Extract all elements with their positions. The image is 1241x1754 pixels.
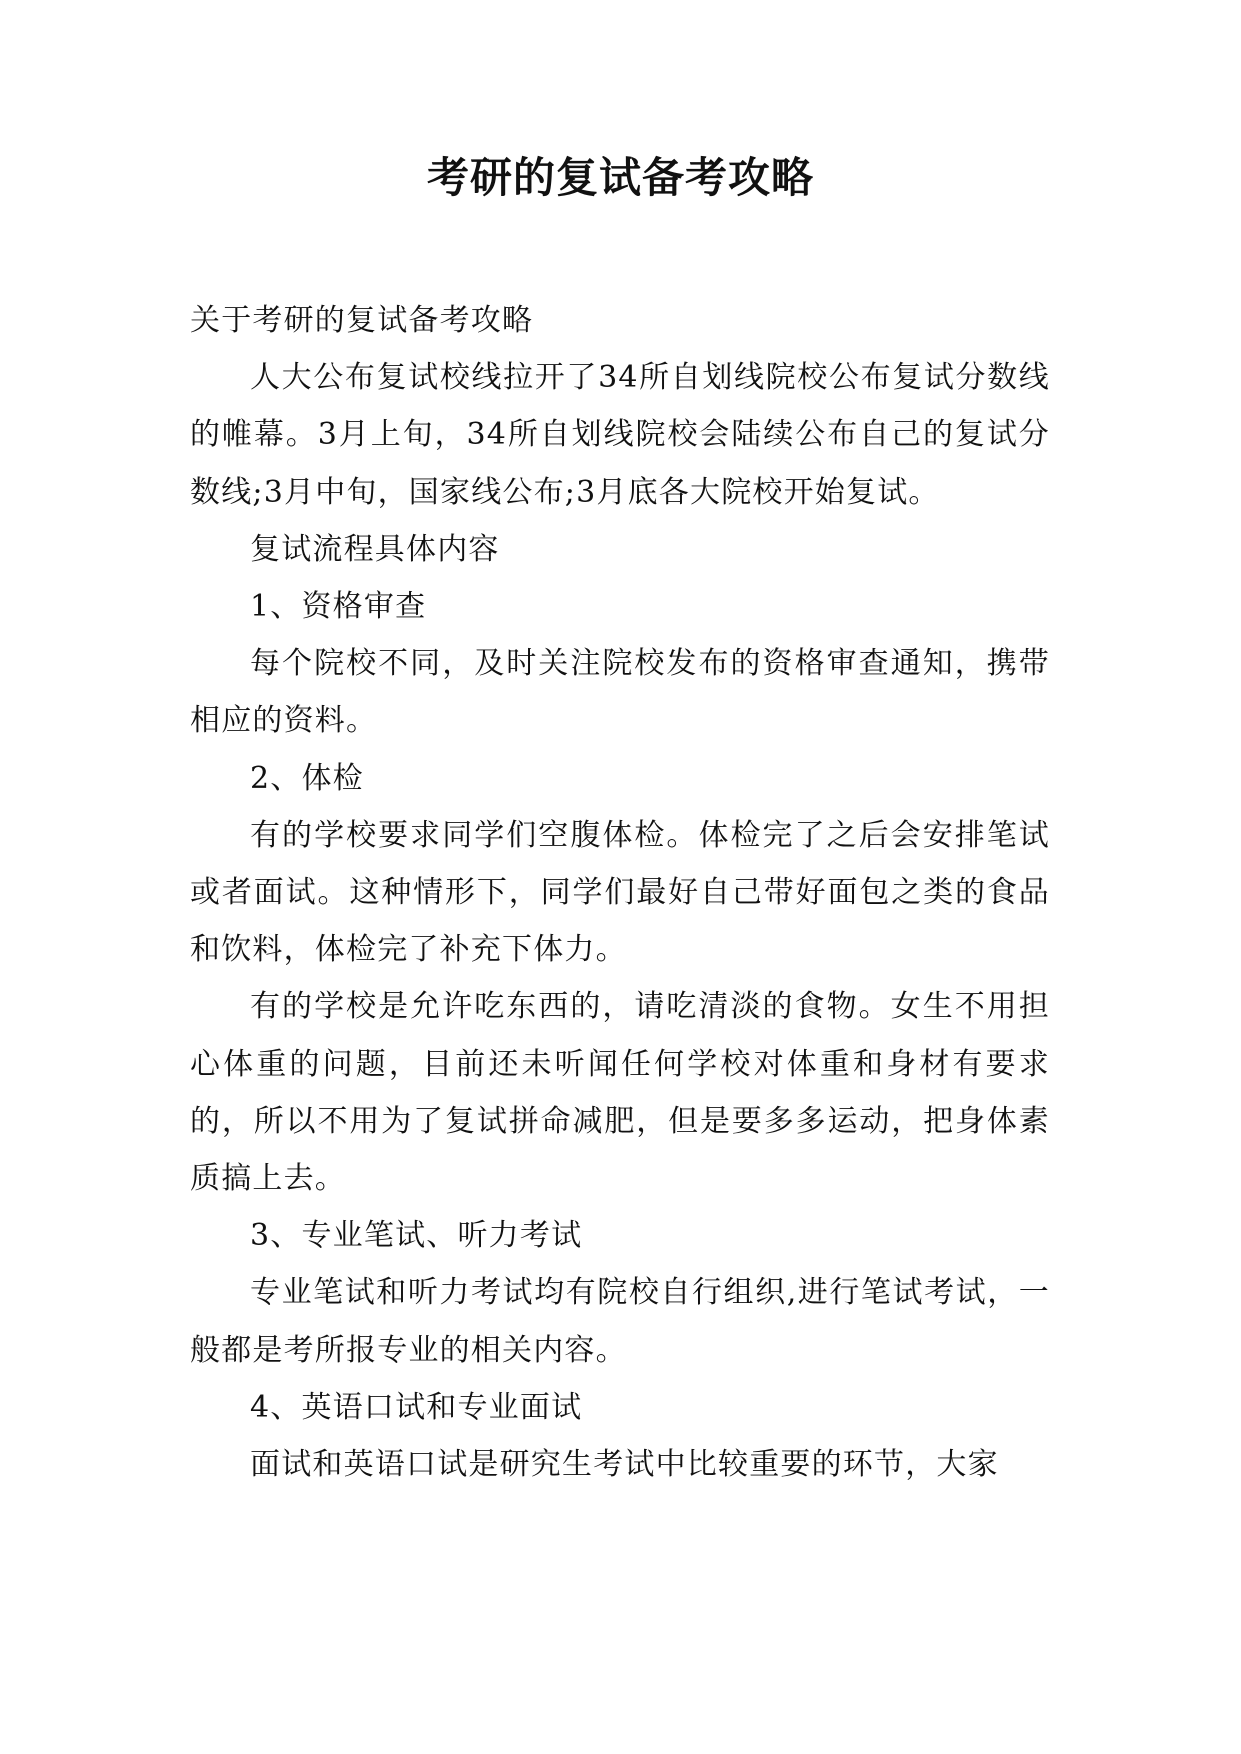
- paragraph: 有的学校是允许吃东西的，请吃清淡的食物。女生不用担心体重的问题，目前还未听闻任何学校对体重和身材有要求的，所以不用为了复试拼命减肥，但是要多多运动，把身体素质搞上去。: [190, 989, 1050, 1197]
- section-heading: 4、英语口试和专业面试: [250, 1389, 583, 1425]
- paragraph: 人大公布复试校线拉开了34所自划线院校公布复试分数线的帷幕。3月上旬，34所自划线院校会陆续公布自己的复试分数线;3月中旬，国家线公布;3月底各大院校开始复试。: [190, 360, 1050, 510]
- paragraph: 面试和英语口试是研究生考试中比较重要的环节，大家: [250, 1447, 999, 1483]
- document-body: [190, 292, 1050, 1493]
- section-heading: 1、资格审查: [250, 589, 427, 625]
- paragraph: 有的学校要求同学们空腹体检。体检完了之后会安排笔试或者面试。这种情形下，同学们最好自己带好面包之类的食品和饮料，体检完了补充下体力。: [190, 817, 1050, 968]
- section-heading: 2、体检: [250, 760, 364, 796]
- paragraph-intro-heading: 关于考研的复试备考攻略: [190, 303, 534, 338]
- paragraph: 每个院校不同，及时关注院校发布的资格审查通知，携带相应的资料。: [190, 646, 1050, 739]
- document-title: 考研的复试备考攻略: [426, 153, 814, 202]
- section-heading: 复试流程具体内容: [250, 531, 500, 567]
- section-heading: 3、专业笔试、听力考试: [250, 1218, 583, 1254]
- paragraph: 专业笔试和听力考试均有院校自行组织,进行笔试考试，一般都是考所报专业的相关内容。: [190, 1275, 1050, 1368]
